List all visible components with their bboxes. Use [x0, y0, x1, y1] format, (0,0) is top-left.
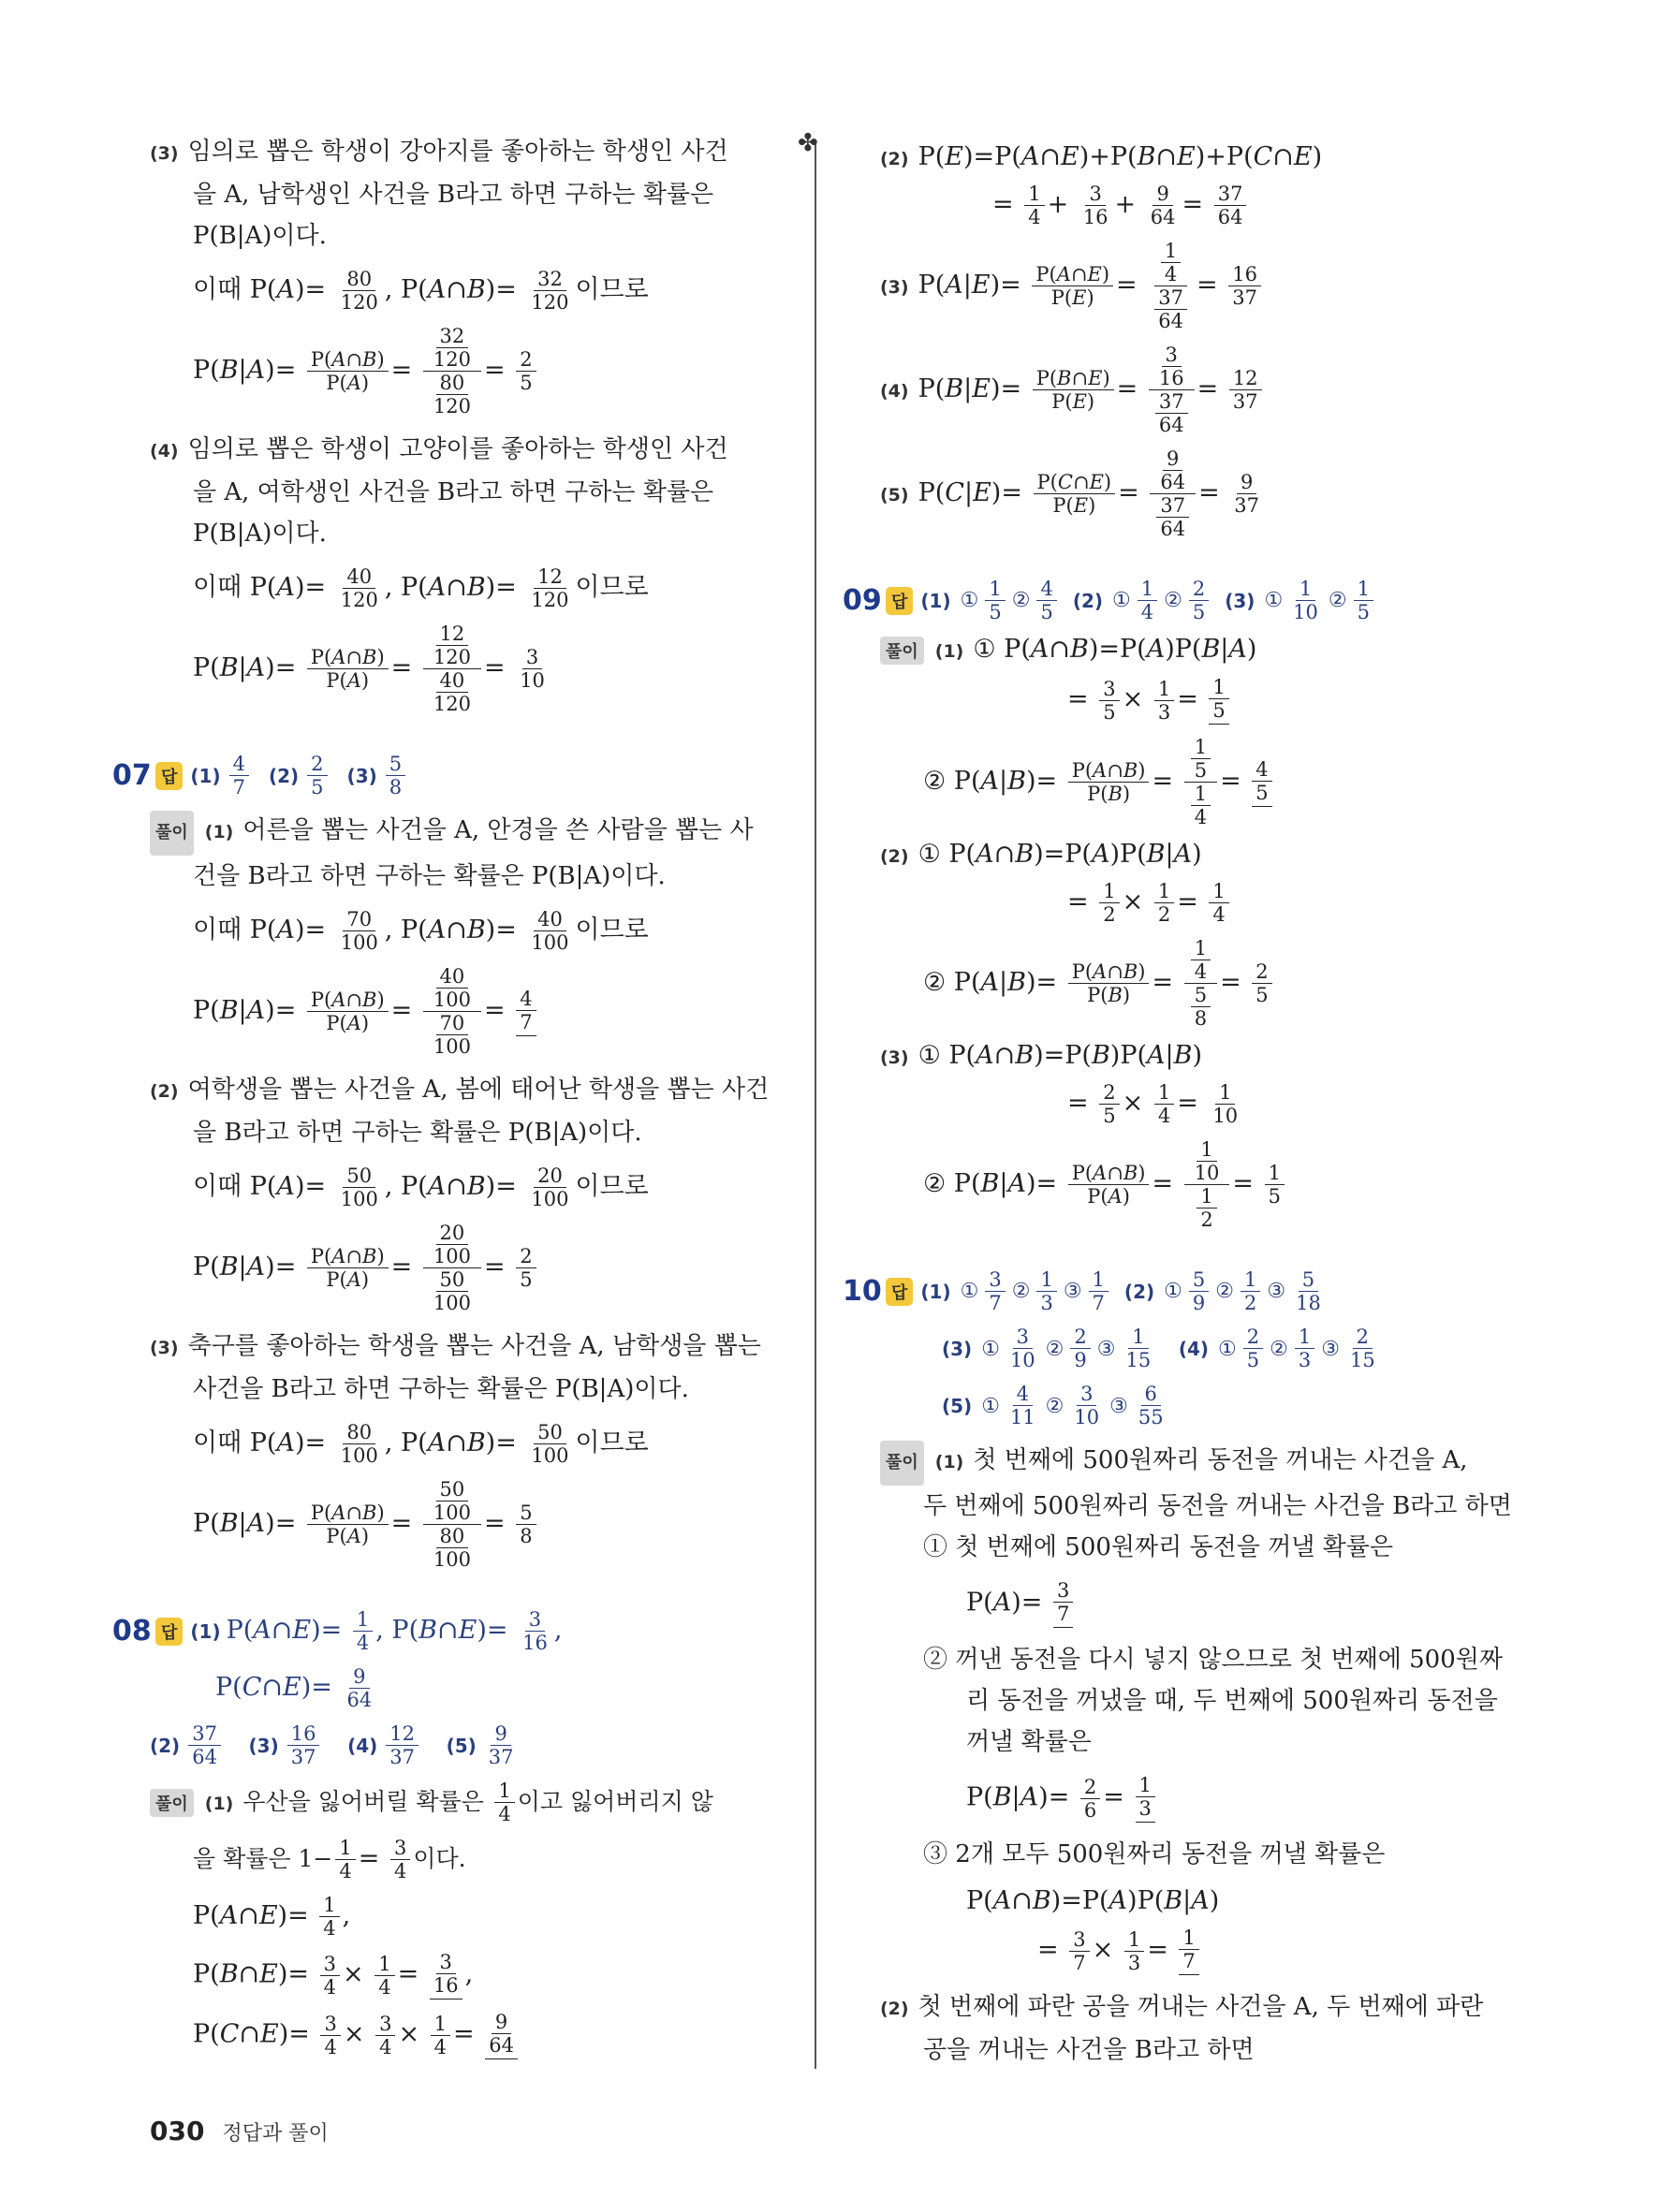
left-column: [112, 131, 770, 2071]
math-expression: 이때 P(A)= $\frac{80}{120}$ , P(A∩B)= $\frac{32}{120}$ 이므로: [193, 268, 649, 314]
problem-number: 10: [843, 1275, 882, 1308]
column-divider: [815, 140, 816, 2069]
text-line: 풀이 (1) 우산을 잃어버릴 확률은 $\frac{1}{4}$ 이고 잃어버리지 않: [150, 1780, 749, 1825]
solution-10-2: (2) 첫 번째에 파란 공을 꺼내는 사건을 A, 두 번째에 파란 공을 꺼내는 사건을 B라고 하면: [880, 1986, 1479, 2071]
page-number: 030: [150, 2116, 205, 2146]
solution-6-4: [150, 429, 749, 715]
text-line: 임의로 뽑은 학생이 고양이를 좋아하는 학생인 사건: [187, 435, 728, 463]
math-expression: = $\frac{3}{5}$ × $\frac{1}{3}$ = $\frac{1}{5}$: [880, 676, 1479, 725]
text-line: 여학생을 뽑는 사건을 A, 봄에 태어난 학생을 뽑는 사건: [187, 1076, 770, 1104]
text-line: 건을 B라고 하면 구하는 확률은 P(B|A)이다.: [193, 862, 666, 890]
answer-line: (5) ① $\frac{4}{11}$ ② $\frac{3}{10}$ ③ $\frac{6}{55}$: [942, 1383, 1164, 1428]
text-line: 첫 번째에 파란 공을 꺼내는 사건을 A, 두 번째에 파란: [918, 1993, 1484, 2021]
math-expression: 이때 P(A)= $\frac{40}{120}$ , P(A∩B)= $\frac{12}{120}$ 이므로: [193, 565, 649, 611]
math-expression: 이때 P(A)= $\frac{70}{100}$ , P(A∩B)= $\frac{40}{100}$ 이므로: [193, 908, 649, 954]
solution-7-1: 풀이 (1) 어른을 뽑는 사건을 A, 안경을 쓴 사람을 뽑는 사 건을 B라고 하면 구하는 확률은 P(B|A)이다. 이때 P(A)= $\frac{70}{100}$ , P(A∩B)= $\frac{40}{100}$ 이므로 P(B|A)= $\frac{P(A\cap B)}{P(A)}$ = $\frac{\frac{40}{100}}{\frac{70}{100}}$ = $\frac{4}{7}$: [150, 810, 749, 1058]
solution-7-3: (3) 축구를 좋아하는 학생을 뽑는 사건을 A, 남학생을 뽑는 사건을 B라고 하면 구하는 확률은 P(B|A)이다. 이때 P(A)= $\frac{80}{100}$ , P(A∩B)= $\frac{50}{100}$ 이므로 P(B|A)= $\frac{P(A\cap B)}{P(A)}$ = $\frac{\frac{50}{100}}{\frac{80}{100}}$ = $\frac{5}{8}$: [150, 1332, 761, 1571]
answer-line: P(C∩E)= $\frac{9}{64}$: [215, 1665, 373, 1711]
math-expression: 풀이 (1) ① P(A∩B)=P(A)P(B|A): [880, 635, 1479, 665]
answer-badge: 답: [155, 1618, 183, 1646]
text-line: 축구를 좋아하는 학생을 뽑는 사건을 A, 남학생을 뽑는: [187, 1332, 761, 1360]
math-expression: (2) ① P(A∩B)=P(A)P(B|A): [880, 840, 1202, 869]
footer-label: 정답과 풀이: [222, 2122, 329, 2146]
math-expression: ② P(A|B)= $\frac{P(A\cap B)}{P(B)}$ = $\frac{\frac{1}{4}}{\frac{5}{8}}$ = $\frac{2}{5}$: [880, 937, 1479, 1030]
math-expression: = $\frac{1}{4}$ + $\frac{3}{16}$ + $\frac{9}{64}$ = $\frac{37}{64}$: [880, 183, 1479, 228]
problem-09-answer: 09 답 (1) ① $\frac{1}{5}$ ② $\frac{4}{5}$ (2) ① $\frac{1}{4}$ ② $\frac{2}{5}$ (3) ① $\frac{1}{10}$ ② $\frac{1}{5}$: [843, 578, 1479, 623]
text-line: 두 번째에 500원짜리 동전을 꺼내는 사건을 B라고 하면: [923, 1492, 1512, 1520]
answer-badge: 답: [886, 587, 913, 615]
item-label: (4): [150, 441, 179, 461]
solution-7-2: (2) 여학생을 뽑는 사건을 A, 봄에 태어난 학생을 뽑는 사건 을 B라고 하면 구하는 확률은 P(B|A)이다. 이때 P(A)= $\frac{50}{100}$ , P(A∩B)= $\frac{20}{100}$ 이므로 P(B|A)= $\frac{P(A\cap B)}{P(A)}$ = $\frac{\frac{20}{100}}{\frac{50}{100}}$ = $\frac{2}{5}$: [150, 1076, 770, 1314]
solution-6-3: [150, 131, 749, 417]
solution-9: [880, 635, 1479, 1231]
math-expression: (3) P(A|E)= $\frac{P(A\cap E)}{P(E)}$ = $\frac{\frac{1}{4}}{\frac{37}{64}}$ = $\frac{16}{37}$: [880, 240, 1479, 332]
problem-07-answer: 07 답 (1) $\frac{4}{7}$ (2) $\frac{2}{5}$ (3) $\frac{5}{8}$: [112, 753, 749, 798]
answer-badge: 답: [886, 1278, 913, 1306]
math-expression: P(B|A)= $\frac{P(A\cap B)}{P(A)}$ = $\frac{\frac{40}{100}}{\frac{70}{100}}$ = $\frac{4}{7}$: [150, 965, 749, 1058]
text-line: 임의로 뽑은 학생이 강아지를 좋아하는 학생인 사건: [187, 138, 728, 166]
text-line: 꺼낸 동전을 다시 넣지 않으므로 첫 번째에 500원짜: [955, 1646, 1503, 1674]
text-line: 첫 번째에 500원짜리 동전을 꺼낼 확률은: [955, 1533, 1393, 1561]
text-line: 어른을 뽑는 사건을 A, 안경을 쓴 사람을 뽑는 사: [242, 816, 754, 844]
math-expression: P(A∩E)= $\frac{1}{4}$ ,: [193, 1894, 351, 1940]
text-line: 사건을 B라고 하면 구하는 확률은 P(B|A)이다.: [193, 1375, 689, 1403]
math-expression: = $\frac{2}{5}$ × $\frac{1}{4}$ = $\frac{1}{10}$: [1067, 1081, 1239, 1127]
divider-ornament-icon: ✤: [798, 129, 818, 157]
math-expression: P(A∩B)=P(A)P(B|A): [966, 1886, 1220, 1915]
text-line: 첫 번째에 500원짜리 동전을 꺼내는 사건을 A,: [973, 1446, 1468, 1474]
text-line: 을 확률은 1− $\frac{1}{4}$ = $\frac{3}{4}$ 이다.: [193, 1837, 466, 1882]
math-expression: (5) P(C|E)= $\frac{P(C\cap E)}{P(E)}$ = $\frac{\frac{9}{64}}{\frac{37}{64}}$ = $\frac{9}{37}$: [880, 447, 1260, 540]
math-expression: = $\frac{3}{7}$ × $\frac{1}{3}$ = $\frac{1}{7}$: [880, 1926, 1479, 1975]
text-line: 을 A, 남학생인 사건을 B라고 하면 구하는 확률은: [193, 181, 714, 209]
math-expression: P(B|A)= $\frac{2}{6}$ = $\frac{1}{3}$: [880, 1774, 1479, 1823]
math-expression: (4) P(B|E)= $\frac{P(B\cap E)}{P(E)}$ = $\frac{\frac{3}{16}}{\frac{37}{64}}$ = $\frac{12}{37}$: [880, 344, 1479, 436]
math-expression: 이때 P(A)= $\frac{80}{100}$ , P(A∩B)= $\frac{50}{100}$ 이므로: [193, 1421, 649, 1467]
problem-10-answer: 10 답 (1) ① $\frac{3}{7}$ ② $\frac{1}{3}$ ③ $\frac{1}{7}$ (2) ① $\frac{5}{9}$ ② $\frac{1}{2}$ ③ $\frac{5}{18}$: [843, 1268, 1321, 1314]
math-expression: P(B|A)= $\frac{P(A\cap B)}{P(A)}$ = $\frac{\frac{32}{120}}{\frac{80}{120}}$ = $\frac{2}{5}$: [150, 325, 749, 417]
problem-number: 08: [112, 1615, 152, 1648]
problem-number: 09: [843, 584, 882, 617]
text-line: P(B|A)이다.: [193, 520, 327, 548]
page-footer: [150, 2116, 329, 2146]
text-line: 을 B라고 하면 구하는 확률은 P(B|A)이다.: [193, 1119, 642, 1147]
solution-8-2-to-5: [880, 142, 1479, 540]
item-label: (3): [150, 143, 179, 164]
math-expression: P(A)= $\frac{3}{7}$: [880, 1579, 1479, 1628]
solution-8-1: [150, 1780, 749, 2059]
answer-badge: 답: [155, 762, 183, 790]
text-line: 2개 모두 500원짜리 동전을 꺼낼 확률은: [955, 1840, 1386, 1868]
solution-badge: 풀이: [150, 811, 194, 856]
math-expression: ② P(B|A)= $\frac{P(A\cap B)}{P(A)}$ = $\frac{\frac{1}{10}}{\frac{1}{2}}$ = $\frac{1}{5}$: [880, 1138, 1479, 1231]
answer-line: (3) ① $\frac{3}{10}$ ② $\frac{2}{9}$ ③ $\frac{1}{15}$ (4) ① $\frac{2}{5}$ ② $\frac{1}{3}$ ③ $\frac{2}{15}$: [942, 1326, 1375, 1371]
math-expression: P(B|A)= $\frac{P(A\cap B)}{P(A)}$ = $\frac{\frac{20}{100}}{\frac{50}{100}}$ = $\frac{2}{5}$: [150, 1222, 749, 1314]
answer-line: (2) $\frac{37}{64}$ (3) $\frac{16}{37}$ (4) $\frac{12}{37}$ (5) $\frac{9}{37}$: [150, 1722, 514, 1768]
math-expression: ② P(A|B)= $\frac{P(A\cap B)}{P(B)}$ = $\frac{\frac{1}{5}}{\frac{1}{4}}$ = $\frac{4}{5}$: [880, 736, 1479, 828]
text-line: 꺼낼 확률은: [966, 1728, 1092, 1756]
math-expression: P(B∩E)= $\frac{3}{4}$ × $\frac{1}{4}$ = $\frac{3}{16}$ ,: [193, 1951, 474, 1999]
right-column: [843, 131, 1512, 2080]
math-expression: P(B|A)= $\frac{P(A\cap B)}{P(A)}$ = $\frac{\frac{12}{120}}{\frac{40}{120}}$ = $\frac{3}{10}$: [193, 623, 545, 715]
text-line: 리 동전을 꺼냈을 때, 두 번째에 500원짜리 동전을: [966, 1687, 1498, 1715]
math-expression: 이때 P(A)= $\frac{50}{100}$ , P(A∩B)= $\frac{20}{100}$ 이므로: [193, 1165, 649, 1210]
text-line: 공을 꺼내는 사건을 B라고 하면: [923, 2036, 1255, 2064]
solution-10-1: 풀이 (1) 첫 번째에 500원짜리 동전을 꺼내는 사건을 A, 두 번째에 500원짜리 동전을 꺼내는 사건을 B라고 하면 ① 첫 번째에 500원짜리 동전을 꺼낼 확률은 P(A)= $\frac{3}{7}$ ② 꺼낸 동전을 다시 넣지 않으므로 첫 번째에 500원짜 리 동전을 꺼냈을 때, 두 번째에 500원짜리 동전을 꺼낼 확률은 P(B|A)= $\frac{2}{6}$ = $\frac{1}{3}$ ③ 2개 모두 500원짜리 동전을 꺼낼 확률은 P(A∩B)=P(A)P(B|A) = $\frac{3}{7}$ × $\frac{1}{3}$ = $\frac{1}{7}$: [880, 1440, 1479, 1975]
problem-08-answer: 08 답 (1) P(A∩E)= $\frac{1}{4}$ , P(B∩E)= $\frac{3}{16}$ ,: [112, 1608, 563, 1654]
math-expression: (2) P(E)=P(A∩E)+P(B∩E)+P(C∩E): [880, 142, 1323, 171]
problem-number: 07: [112, 759, 152, 792]
math-expression: P(B|A)= $\frac{P(A\cap B)}{P(A)}$ = $\frac{\frac{50}{100}}{\frac{80}{100}}$ = $\frac{5}{8}$: [150, 1478, 749, 1571]
text-line: P(B|A)이다.: [193, 222, 327, 250]
text-line: 을 A, 여학생인 사건을 B라고 하면 구하는 확률은: [193, 478, 714, 506]
math-expression: = $\frac{1}{2}$ × $\frac{1}{2}$ = $\frac{1}{4}$: [880, 880, 1479, 926]
math-expression: (3) ① P(A∩B)=P(B)P(A|B): [880, 1041, 1203, 1070]
math-expression: P(C∩E)= $\frac{3}{4}$ × $\frac{3}{4}$ × $\frac{1}{4}$ = $\frac{9}{64}$: [150, 2011, 749, 2059]
